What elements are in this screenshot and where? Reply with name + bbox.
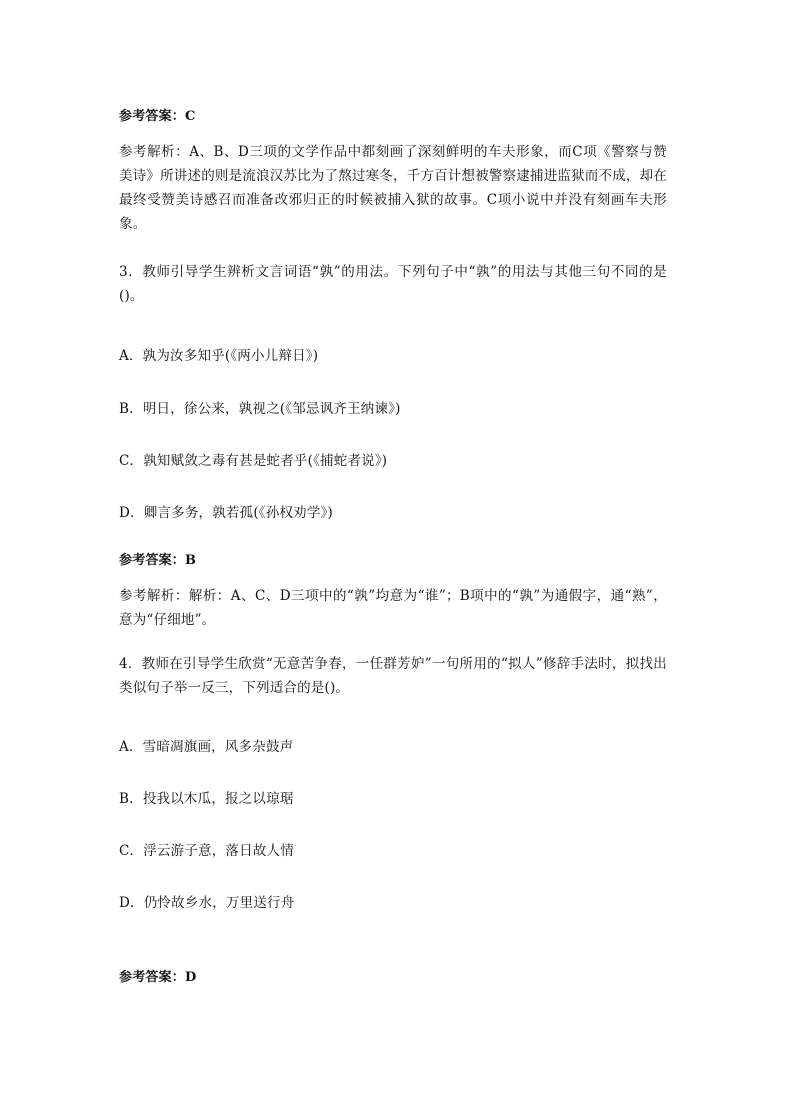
q3-option-a: A．孰为汝多知乎(《两小儿辩日》) (119, 348, 319, 364)
q4-option-a: A．雪暗凋旗画，风多杂鼓声 (119, 739, 294, 755)
q4-option-b: B．投我以木瓜，报之以琼琚 (119, 791, 294, 807)
q3-analysis: 参考解析：解析：A、C、D三项中的“孰”均意为“谁”；B项中的“孰”为通假字，通“熟”，意为“仔细地”。 (119, 588, 667, 628)
q2-analysis: 参考解析：A、B、D三项的文学作品中都刻画了深刻鲜明的车夫形象，而C项《警察与赞美诗》所讲述的则是流浪汉苏比为了熬过寒冬，千方百计想被警察逮捕进监狱而不成，却在最终受赞美诗感召而准备改邪归正的时候被捕入狱的故事。C项小说中并没有刻画车夫形象。 (119, 144, 667, 232)
q3-option-c: C．孰知赋敛之毒有甚是蛇者乎(《捕蛇者说》) (119, 453, 388, 469)
q2-answer: 参考答案：C (119, 109, 196, 124)
q4-option-c: C．浮云游子意，落日故人情 (119, 843, 294, 859)
q3-question: 3．教师引导学生辨析文言词语“孰”的用法。下列句子中“孰”的用法与其他三句不同的是()。 (119, 264, 667, 304)
q4-question: 4．教师在引导学生欣赏“无意苦争春，一任群芳妒”一句所用的“拟人”修辞手法时，拟找出类似句子举一反三，下列适合的是()。 (119, 656, 667, 696)
q4-answer: 参考答案：D (119, 970, 197, 985)
q3-option-d: D．卿言多务，孰若孤(《孙权劝学》) (119, 505, 333, 521)
q3-option-b: B．明日，徐公来，孰视之(《邹忌讽齐王纳谏》) (119, 401, 401, 417)
q3-answer: 参考答案：B (119, 553, 197, 568)
q4-option-d: D．仍怜故乡水，万里送行舟 (119, 895, 295, 911)
